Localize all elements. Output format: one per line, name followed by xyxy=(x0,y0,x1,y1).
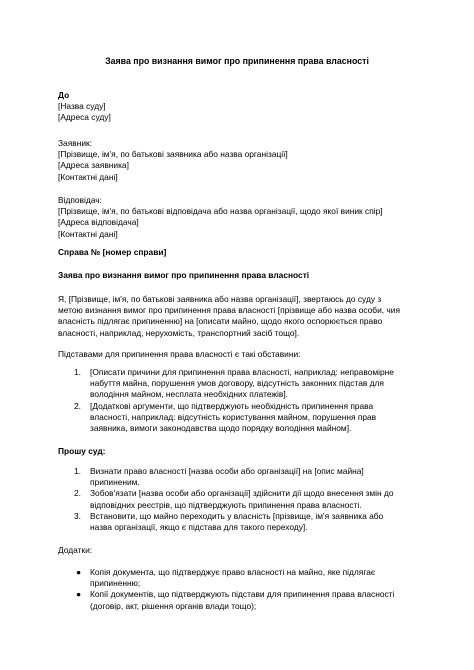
respondent-name: [Прізвище, ім'я, по батькові відповідача або назва організації, щодо якої виник спір] xyxy=(58,206,383,217)
bullet-icon: ● xyxy=(76,589,82,600)
list-number: 2. xyxy=(74,400,81,411)
list-item xyxy=(74,567,434,589)
ground-line: заявника, вимоги законодавства щодо порядку володіння майном]. xyxy=(90,423,352,434)
list-item xyxy=(74,511,434,533)
applicant-block xyxy=(58,138,428,183)
respondent-label: Відповідач: xyxy=(58,195,102,205)
applicant-label: Заявник: xyxy=(58,138,92,148)
case-number: Справа № [номер справи] xyxy=(58,247,167,257)
ground-line: власності, наприклад: відсутність користування майном, порушення прав xyxy=(90,411,377,422)
grounds-list xyxy=(74,367,434,434)
request-line: Встановити, що майно переходить у власність [прізвище, ім'я заявника або xyxy=(90,510,384,521)
request-heading: Прошу суд: xyxy=(58,446,106,456)
applicant-contacts: [Контактні дані] xyxy=(58,171,118,182)
request-line: назва організації, якщо є підстава для такого переходу]. xyxy=(90,522,308,533)
bullet-icon: ● xyxy=(76,567,82,577)
list-number: 2. xyxy=(74,488,81,499)
ground-line: [Додаткові аргументи, що підтверджують необхідність припинення права xyxy=(90,400,374,411)
attachments-label: Додатки: xyxy=(58,545,93,555)
applicant-name: [Прізвище, ім'я, по батькові заявника або назва організації] xyxy=(58,149,288,160)
list-item xyxy=(74,488,434,510)
list-number: 3. xyxy=(74,510,81,521)
request-line: Визнати право власності [назва особи або організації] на [опис майна] xyxy=(90,466,364,476)
requests-list xyxy=(74,466,434,533)
list-item xyxy=(74,367,434,401)
intro-line: власність підлягає припиненню] на [описати майно, щодо якого оспорюється право xyxy=(58,316,383,327)
court-block xyxy=(58,90,428,124)
document-title: Заява про визнання вимог про припинення права власності xyxy=(105,56,369,66)
statement-heading: Заява про визнання вимог про припинення права власності xyxy=(58,270,310,280)
list-item xyxy=(74,589,434,611)
ground-line: набуття майна, порушення умов договору, відсутність законних підстав для xyxy=(90,378,384,389)
list-number: 1. xyxy=(74,466,81,476)
attachments-list xyxy=(74,567,434,612)
request-line: припиненим. xyxy=(90,477,140,488)
list-number: 1. xyxy=(74,367,81,377)
request-line: Зобов'язати [назва особи або організації] здійснити дії щодо внесення змін до xyxy=(90,488,394,499)
ground-line: володіння майном, несплата необхідних платежів]. xyxy=(90,389,289,400)
respondent-address: [Адреса відповідача] xyxy=(58,217,139,228)
respondent-contacts: [Контактні дані] xyxy=(58,228,118,239)
to-label: До xyxy=(58,90,70,100)
attachment-line: Копія документа, що підтверджує право власності на майно, яке підлягає xyxy=(90,567,376,577)
request-line: відповідних реєстрів, що підтверджують припинення права власності. xyxy=(90,499,362,510)
list-item xyxy=(74,466,434,488)
list-item xyxy=(74,401,434,435)
attachment-line: Копії документів, що підтверджують підстави для припинення права власності xyxy=(90,589,395,600)
applicant-address: [Адреса заявника] xyxy=(58,160,129,171)
intro-line: Я, [Прізвище, ім'я, по батькові заявника або назва організації], звертаюсь до суду з xyxy=(58,294,382,304)
intro-line: метою визнання вимог про припинення права власності [прізвище або назва особи, чия xyxy=(58,305,400,316)
court-name: [Назва суду] xyxy=(58,101,106,112)
ground-line: [Описати причини для припинення права власності, наприклад: неправомірне xyxy=(90,367,394,377)
intro-line: власності, наприклад, нерухомість, транспортний засіб тощо]. xyxy=(58,327,300,338)
grounds-intro: Підставами для припинення права власності є такі обставини: xyxy=(58,349,301,359)
attachment-line: припиненню; xyxy=(90,578,141,589)
court-address: [Адреса суду] xyxy=(58,112,111,123)
respondent-block xyxy=(58,195,428,240)
attachment-line: (договір, акт, рішення органів влади тощо); xyxy=(90,600,257,611)
intro-paragraph xyxy=(58,294,428,339)
